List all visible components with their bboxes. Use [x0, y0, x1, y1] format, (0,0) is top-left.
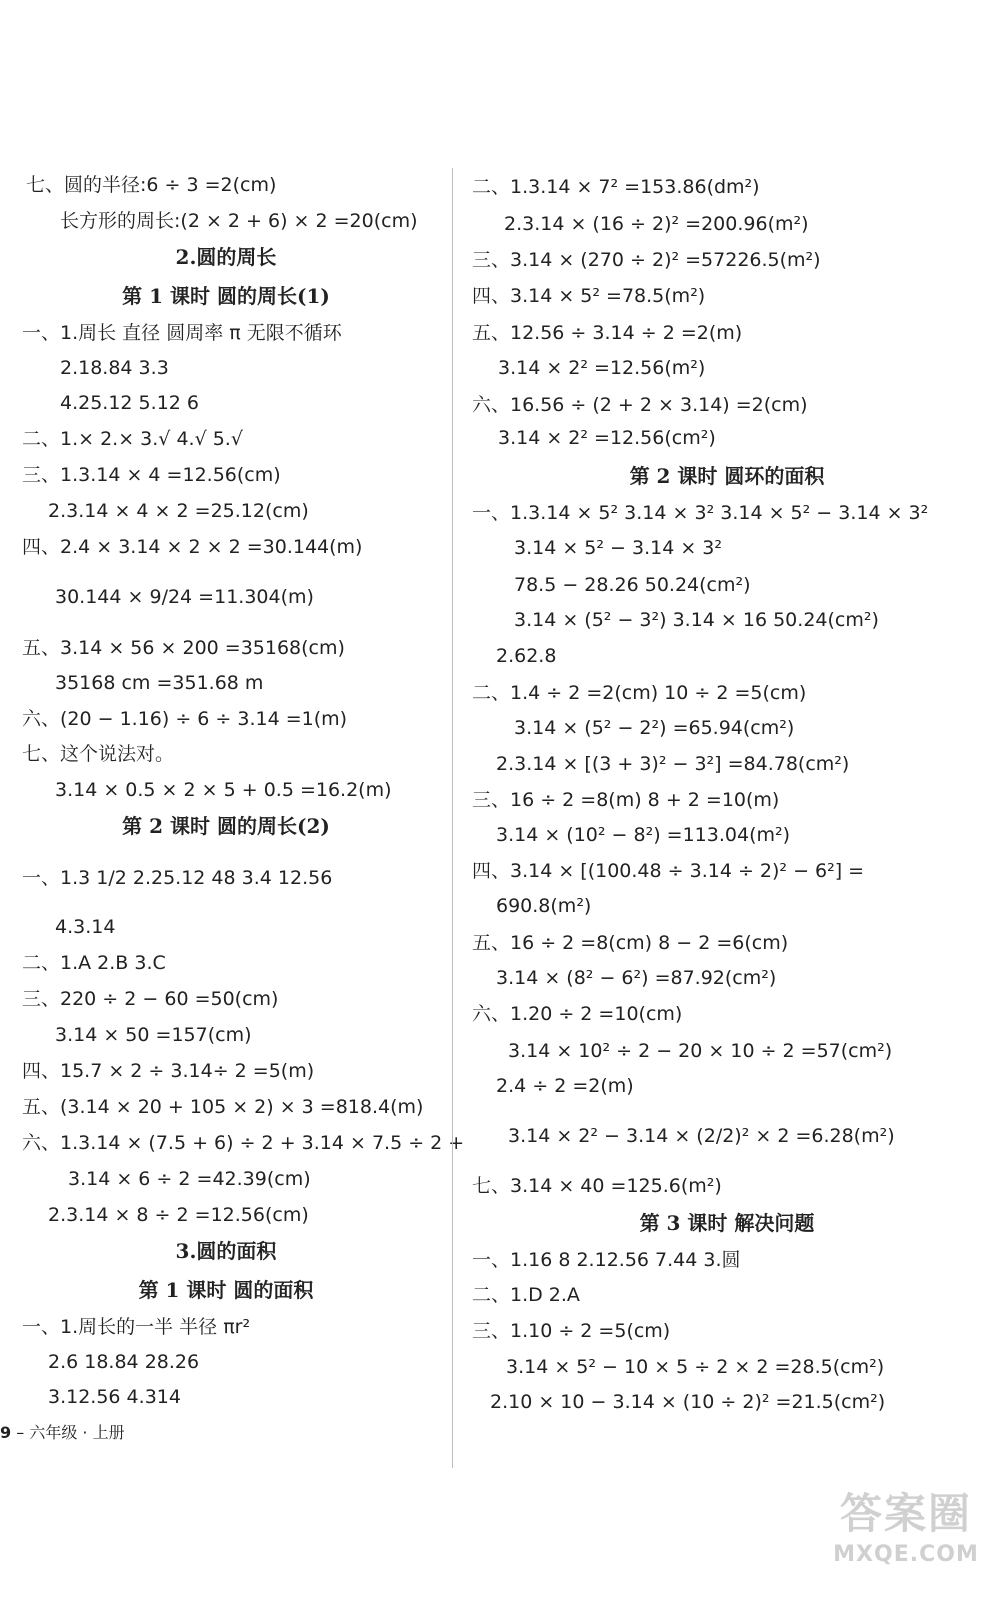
answer-line: 3.14 × 10² ÷ 2 − 20 × 10 ÷ 2 =57(cm²): [508, 1040, 893, 1062]
answer-line: 六、1.3.14 × (7.5 + 6) ÷ 2 + 3.14 × 7.5 ÷ 2 +: [22, 1132, 465, 1154]
watermark-logo: 答案圈: [839, 1489, 972, 1538]
answer-line: 3.12.56 4.314: [48, 1386, 181, 1408]
answer-line: 3.14 × 50 =157(cm): [55, 1024, 252, 1046]
answer-line: 3.14 × 2² − 3.14 × (2/2)² × 2 =6.28(m²): [508, 1125, 895, 1147]
answer-line: 4.3.14: [55, 916, 116, 938]
answer-line: 2.62.8: [496, 645, 557, 667]
answer-line: 四、2.4 × 3.14 × 2 × 2 =30.144(m): [22, 536, 363, 558]
answer-line: 六、1.20 ÷ 2 =10(cm): [472, 1003, 683, 1025]
answer-line: 五、16 ÷ 2 =8(cm) 8 − 2 =6(cm): [472, 932, 789, 954]
answer-line: 二、1.4 ÷ 2 =2(cm) 10 ÷ 2 =5(cm): [472, 682, 807, 704]
answer-line: 30.144 × 9/24 =11.304(m): [55, 586, 314, 608]
answer-line: 四、15.7 × 2 ÷ 3.14÷ 2 =5(m): [22, 1060, 315, 1082]
answer-line: 三、1.3.14 × 4 =12.56(cm): [22, 464, 281, 486]
lesson-heading: 第 1 课时 圆的面积: [138, 1278, 314, 1302]
answer-line: 3.14 × (10² − 8²) =113.04(m²): [496, 824, 791, 846]
answer-line: 3.14 × 0.5 × 2 × 5 + 0.5 =16.2(m): [55, 779, 392, 801]
answer-line: 3.14 × (5² − 3²) 3.14 × 16 50.24(cm²): [514, 609, 879, 631]
answer-line: 3.14 × 6 ÷ 2 =42.39(cm): [68, 1168, 311, 1190]
answer-line: 四、3.14 × [(100.48 ÷ 3.14 ÷ 2)² − 6²] =: [472, 860, 865, 882]
answer-line: 五、(3.14 × 20 + 105 × 2) × 3 =818.4(m): [22, 1096, 424, 1118]
answer-line: 3.14 × 5² − 3.14 × 3²: [514, 537, 723, 559]
answer-line: 3.14 × 2² =12.56(cm²): [498, 427, 716, 449]
answer-line: 3.14 × (5² − 2²) =65.94(cm²): [514, 717, 795, 739]
lesson-heading: 第 2 课时 圆的周长(2): [122, 814, 330, 838]
answer-line: 三、3.14 × (270 ÷ 2)² =57226.5(m²): [472, 249, 821, 271]
answer-line: 长方形的周长:(2 × 2 + 6) × 2 =20(cm): [60, 210, 418, 232]
answer-line: 2.3.14 × (16 ÷ 2)² =200.96(m²): [504, 213, 809, 235]
answer-line: 六、(20 − 1.16) ÷ 6 ÷ 3.14 =1(m): [22, 708, 348, 730]
watermark: [818, 1488, 994, 1592]
answer-line: 三、220 ÷ 2 − 60 =50(cm): [22, 988, 279, 1010]
watermark-url: MXQE.COM: [833, 1542, 979, 1567]
answer-line: 2.10 × 10 − 3.14 × (10 ÷ 2)² =21.5(cm²): [490, 1391, 886, 1413]
answer-line: 五、12.56 ÷ 3.14 ÷ 2 =2(m): [472, 322, 743, 344]
answer-line: 二、1.3.14 × 7² =153.86(dm²): [472, 176, 760, 198]
lesson-heading: 第 2 课时 圆环的面积: [629, 464, 825, 488]
answer-line: 六、16.56 ÷ (2 + 2 × 3.14) =2(cm): [472, 394, 808, 416]
answer-line: 七、这个说法对。: [22, 743, 175, 765]
answer-line: 七、圆的半径:6 ÷ 3 =2(cm): [26, 174, 277, 196]
section-heading: 3.圆的面积: [175, 1239, 277, 1263]
answer-line: 三、16 ÷ 2 =8(m) 8 + 2 =10(m): [472, 789, 780, 811]
answer-line: 三、1.10 ÷ 2 =5(cm): [472, 1320, 671, 1342]
lesson-heading: 第 3 课时 解决问题: [639, 1211, 815, 1235]
answer-line: 35168 cm =351.68 m: [55, 672, 264, 694]
answer-line: 690.8(m²): [496, 895, 592, 917]
answer-line: 二、1.× 2.× 3.√ 4.√ 5.√: [22, 428, 243, 450]
answer-line: 一、1.周长 直径 圆周率 π 无限不循环: [22, 322, 342, 344]
answer-line: 3.14 × 2² =12.56(m²): [498, 357, 706, 379]
footer-separator: –: [16, 1423, 30, 1442]
answer-line: 2.6 18.84 28.26: [48, 1351, 200, 1373]
answer-line: 一、1.3 1/2 2.25.12 48 3.4 12.56: [22, 867, 333, 889]
answer-line: 一、1.16 8 2.12.56 7.44 3.圆: [472, 1249, 741, 1271]
answer-line: 3.14 × 5² − 10 × 5 ÷ 2 × 2 =28.5(cm²): [506, 1356, 885, 1378]
answer-line: 2.3.14 × [(3 + 3)² − 3²] =84.78(cm²): [496, 753, 850, 775]
answer-line: 2.3.14 × 8 ÷ 2 =12.56(cm): [48, 1204, 309, 1226]
answer-line: 二、1.A 2.B 3.C: [22, 952, 166, 974]
answer-line: 一、1.3.14 × 5² 3.14 × 3² 3.14 × 5² − 3.14 × 3²: [472, 502, 929, 524]
page-number: 9: [0, 1423, 12, 1442]
answer-line: 2.4 ÷ 2 =2(m): [496, 1075, 634, 1097]
section-heading: 2.圆的周长: [175, 245, 277, 269]
answer-line: 七、3.14 × 40 =125.6(m²): [472, 1175, 722, 1197]
answer-line: 一、1.周长的一半 半径 πr²: [22, 1316, 251, 1338]
lesson-heading: 第 1 课时 圆的周长(1): [122, 284, 330, 308]
column-divider: [452, 168, 453, 1468]
answer-line: 四、3.14 × 5² =78.5(m²): [472, 285, 706, 307]
answer-line: 4.25.12 5.12 6: [60, 392, 199, 414]
answer-line: 五、3.14 × 56 × 200 =35168(cm): [22, 637, 345, 659]
answer-line: 78.5 − 28.26 50.24(cm²): [514, 574, 751, 596]
answer-line: 3.14 × (8² − 6²) =87.92(cm²): [496, 967, 777, 989]
page-footer: [0, 1420, 125, 1443]
answer-line: 二、1.D 2.A: [472, 1284, 580, 1306]
grade-label: 六年级 · 上册: [29, 1423, 125, 1442]
answer-line: 2.3.14 × 4 × 2 =25.12(cm): [48, 500, 309, 522]
answer-line: 2.18.84 3.3: [60, 357, 169, 379]
